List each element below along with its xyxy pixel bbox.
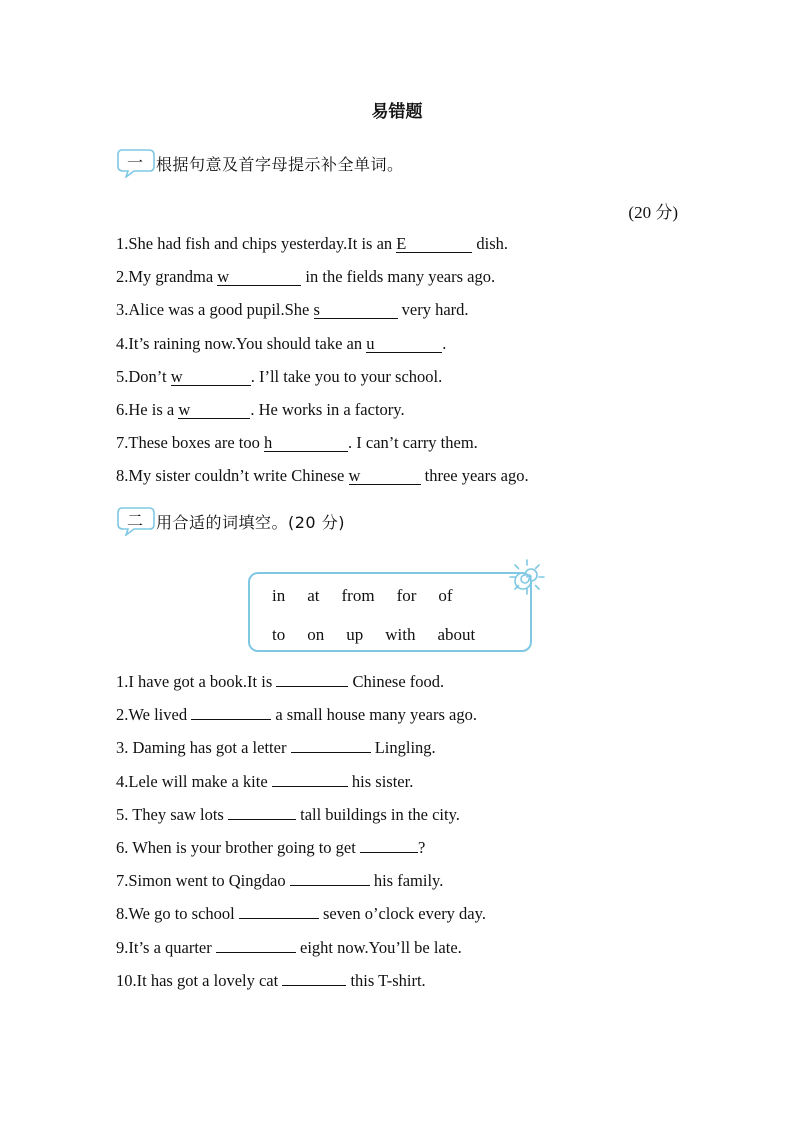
question-item: 8.We go to school seven o’clock every day. xyxy=(116,904,486,923)
answer-blank[interactable] xyxy=(272,786,348,787)
answer-blank[interactable] xyxy=(216,952,296,953)
word-bank-word: from xyxy=(341,586,375,605)
word-bank-word: with xyxy=(385,625,416,644)
answer-blank[interactable] xyxy=(290,885,370,886)
question-item: 8.My sister couldn’t write Chinese w three years ago. xyxy=(116,466,529,485)
question-item: 7.Simon went to Qingdao his family. xyxy=(116,871,444,890)
answer-blank[interactable] xyxy=(276,686,348,687)
section-instruction: 根据句意及首字母提示补全单词。 xyxy=(156,155,404,174)
section-number: 二 xyxy=(127,511,144,530)
question-item: 9.It’s a quarter eight now.You’ll be late. xyxy=(116,938,462,957)
question-item: 5.Don’t w . I’ll take you to your school. xyxy=(116,367,443,386)
answer-blank[interactable]: w xyxy=(217,268,301,286)
word-bank-word: for xyxy=(396,586,417,605)
section-number: 一 xyxy=(127,153,144,172)
answer-blank[interactable]: w xyxy=(349,467,421,485)
question-item: 7.These boxes are too h . I can’t carry them. xyxy=(116,433,478,452)
answer-blank[interactable] xyxy=(239,918,319,919)
answer-blank[interactable]: h xyxy=(264,434,348,452)
answer-blank[interactable] xyxy=(191,719,271,720)
word-bank-word: at xyxy=(307,586,320,605)
question-item: 1.She had fish and chips yesterday.It is an E dish. xyxy=(116,234,509,253)
answer-blank[interactable] xyxy=(360,852,418,853)
page-title: 易错题 xyxy=(371,102,423,121)
word-bank-row-2 xyxy=(272,625,497,645)
question-item: 10.It has got a lovely cat this T-shirt. xyxy=(116,971,426,990)
question-item: 4.Lele will make a kite his sister. xyxy=(116,772,414,791)
section-badge-icon xyxy=(116,146,154,176)
question-item: 6.He is a w . He works in a factory. xyxy=(116,400,405,419)
question-item: 6. When is your brother going to get ? xyxy=(116,838,426,857)
answer-blank[interactable] xyxy=(228,819,296,820)
answer-blank[interactable]: w xyxy=(171,368,251,386)
sun-swirl-icon xyxy=(508,558,546,596)
question-item: 3.Alice was a good pupil.She s very hard. xyxy=(116,300,469,319)
question-item: 2.We lived a small house many years ago. xyxy=(116,705,477,724)
answer-blank[interactable]: w xyxy=(178,401,250,419)
word-bank-word: in xyxy=(272,586,286,605)
question-item: 1.I have got a book.It is Chinese food. xyxy=(116,672,445,691)
section-instruction: 用合适的词填空。(20 分) xyxy=(156,513,345,532)
word-bank-word: about xyxy=(437,625,476,644)
question-item: 5. They saw lots tall buildings in the city. xyxy=(116,805,460,824)
question-item: 3. Daming has got a letter Lingling. xyxy=(116,738,436,757)
question-item: 4.It’s raining now.You should take an u . xyxy=(116,334,447,353)
word-bank-word: to xyxy=(272,625,286,644)
word-bank-word: up xyxy=(346,625,364,644)
word-bank-row-1 xyxy=(272,586,475,606)
section-score: (20 分) xyxy=(628,203,678,222)
section-badge-icon xyxy=(116,504,154,534)
word-bank-word: on xyxy=(307,625,325,644)
question-item: 2.My grandma w in the fields many years ago. xyxy=(116,267,496,286)
answer-blank[interactable]: E xyxy=(396,235,472,253)
word-bank-word: of xyxy=(438,586,453,605)
answer-blank[interactable]: s xyxy=(314,301,398,319)
word-bank-box xyxy=(248,572,532,652)
answer-blank[interactable]: u xyxy=(366,335,442,353)
answer-blank[interactable] xyxy=(291,752,371,753)
answer-blank[interactable] xyxy=(282,985,346,986)
